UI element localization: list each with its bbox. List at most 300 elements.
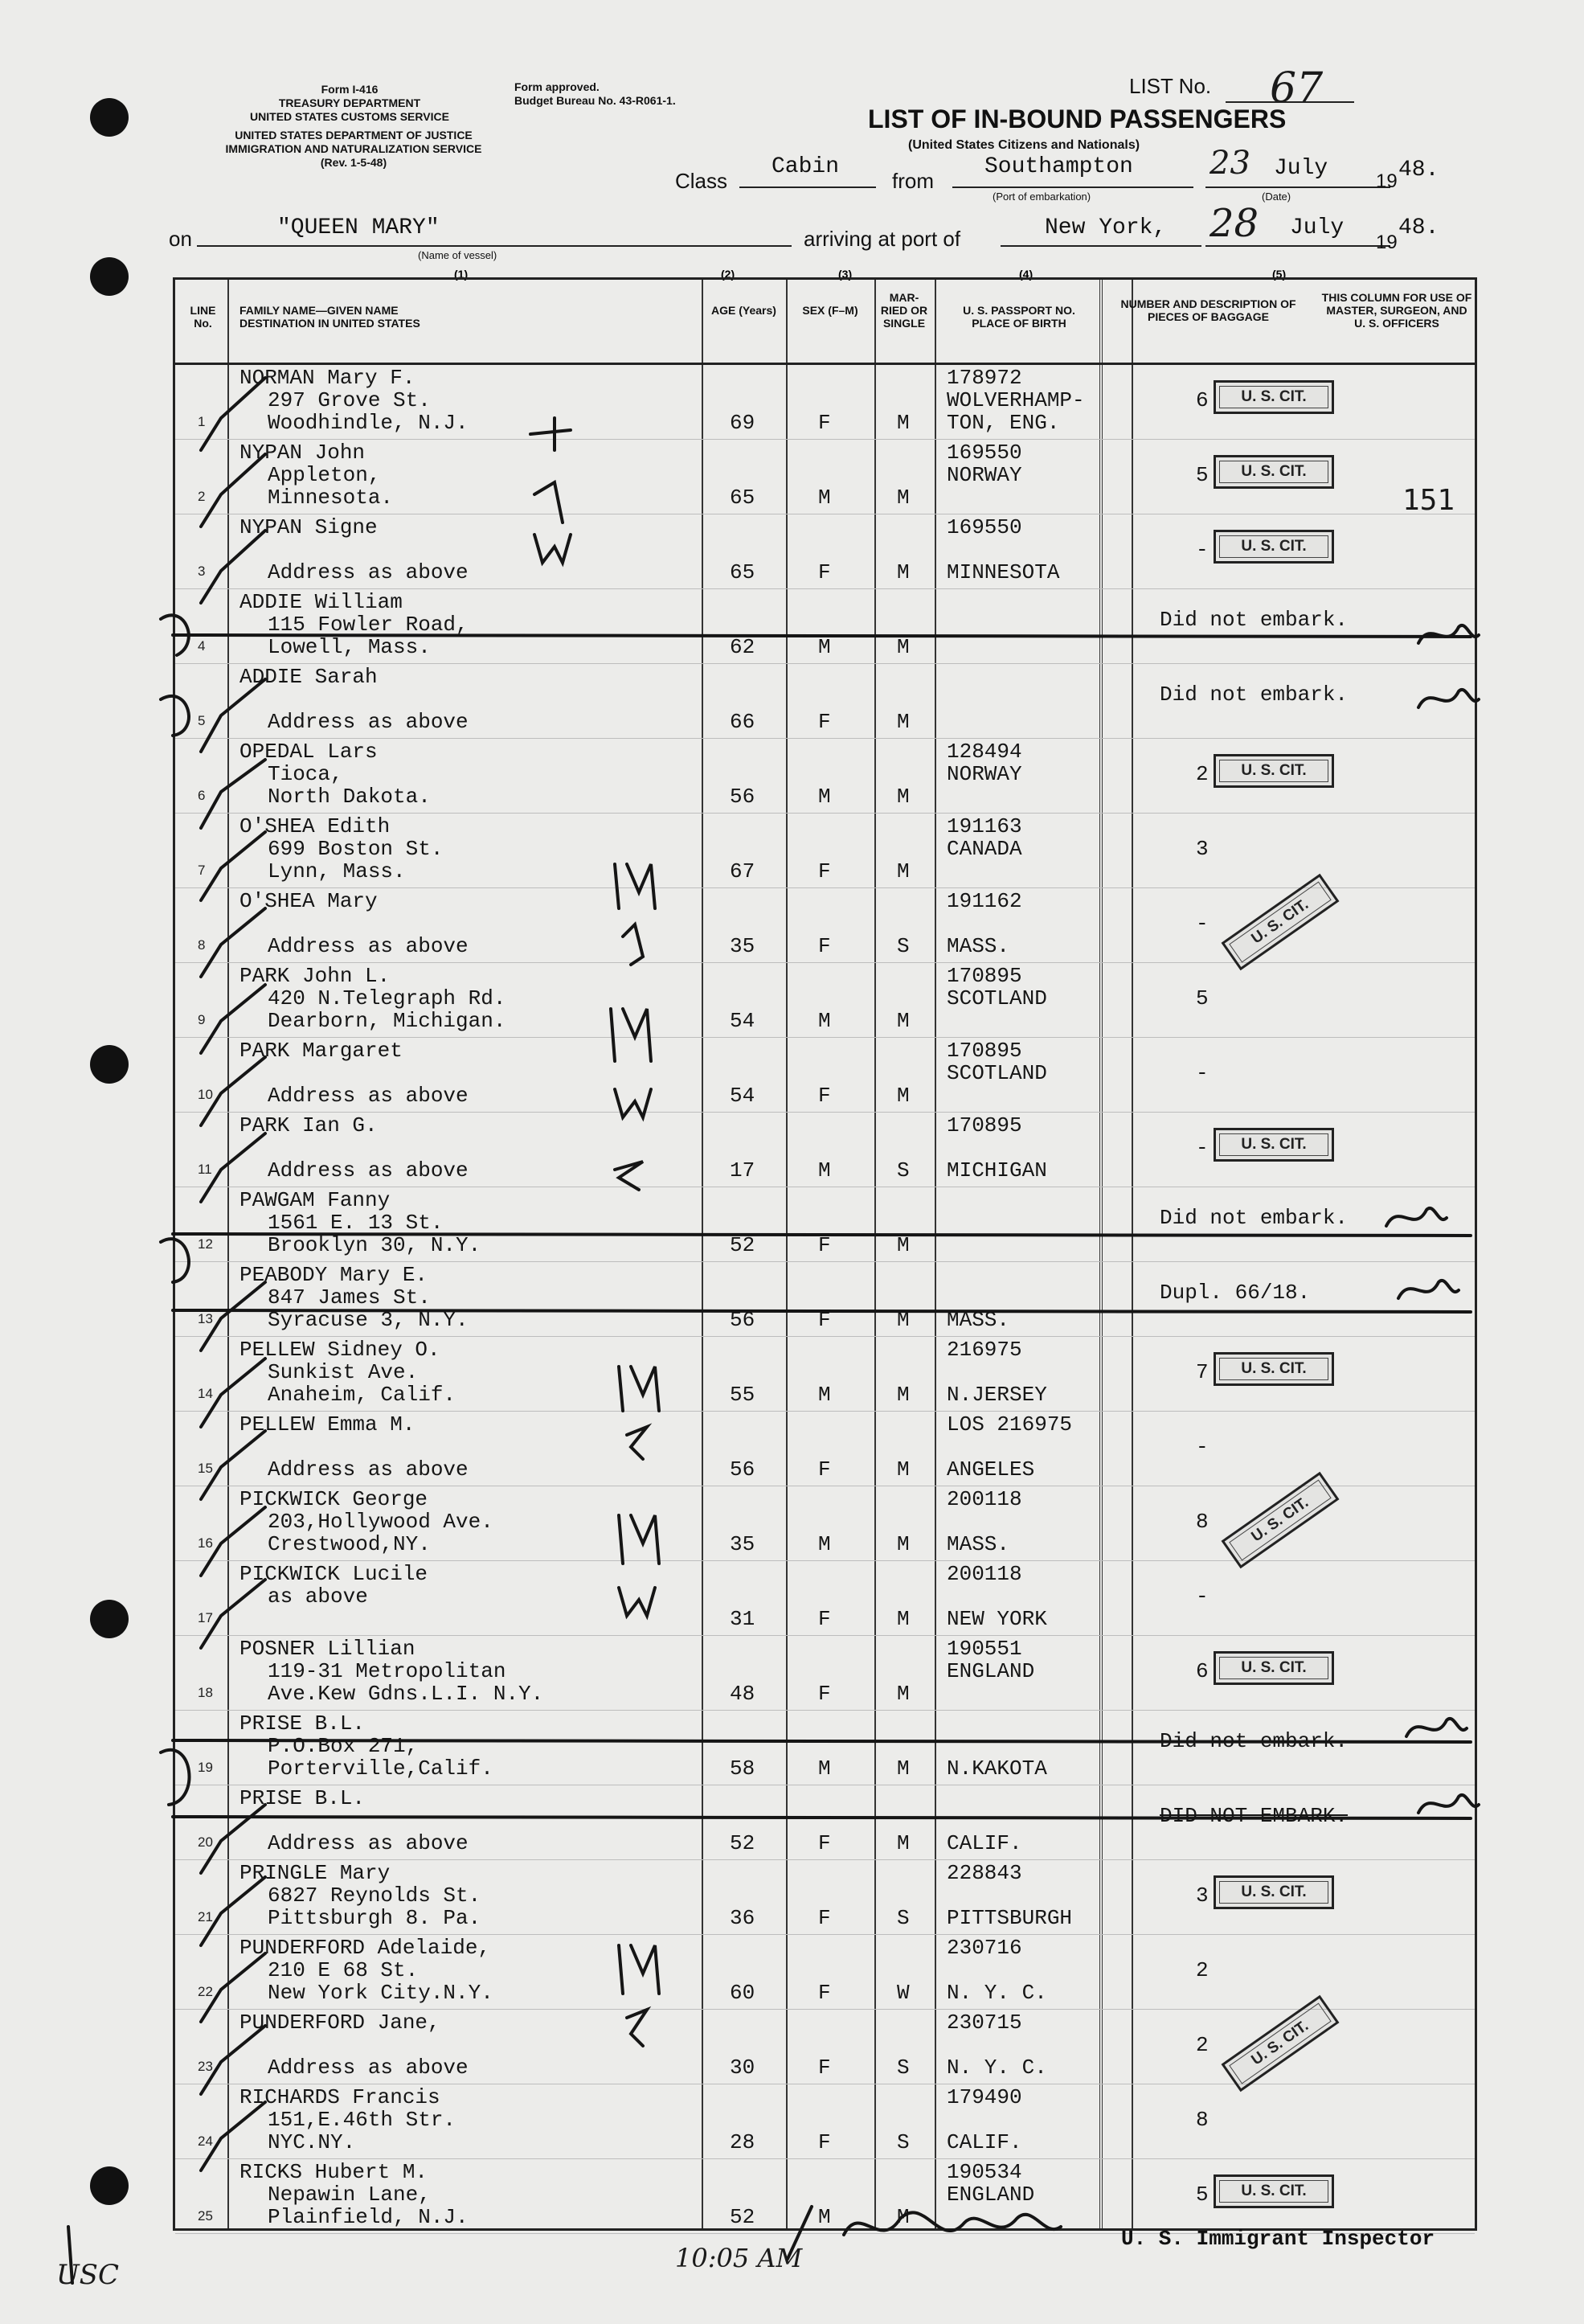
address-line-2: NYC.NY.: [268, 2130, 356, 2154]
sex: F: [818, 1981, 831, 2005]
birthplace-line-2: N.KAKOTA: [947, 1756, 1047, 1781]
officer-remark: Dupl. 66/18.: [1160, 1281, 1311, 1305]
list-no-label: LIST No.: [1129, 74, 1212, 98]
doj-name: UNITED STATES DEPARTMENT OF JUSTICE: [235, 129, 473, 141]
address-line-2: Pittsburgh 8. Pa.: [268, 1906, 481, 1930]
marital-status: M: [897, 2205, 910, 2229]
us-citizen-stamp: [1214, 754, 1334, 788]
treasury-dept: TREASURY DEPARTMENT: [278, 96, 421, 109]
sex: F: [818, 1308, 831, 1332]
birthplace-line-2: MASS.: [947, 934, 1010, 958]
line-number: 6: [198, 788, 206, 803]
col-header-baggage: NUMBER AND DESCRIPTION OF PIECES OF BAGGAGE: [1120, 297, 1296, 323]
col-number-3: (3): [838, 268, 853, 281]
doj-block: [165, 129, 542, 170]
form-approval: [514, 80, 747, 108]
stamp-text: U. S. CIT.: [1241, 1360, 1307, 1377]
arrival-port: New York,: [1045, 215, 1167, 240]
age: 54: [730, 1084, 755, 1108]
officer-remark: Did not embark.: [1160, 1206, 1349, 1230]
birthplace-line-2: NEW YORK: [947, 1607, 1047, 1631]
punch-hole: [90, 2166, 129, 2205]
address-line-1: 203,Hollywood Ave.: [268, 1510, 493, 1534]
birthplace: NORWAY: [947, 762, 1022, 786]
birthplace-line-2: ANGELES: [947, 1457, 1035, 1482]
birthplace-line-2: CALIF.: [947, 2130, 1022, 2154]
passport-number: 230715: [947, 2010, 1022, 2035]
stamp-text: U. S. CIT.: [1241, 1883, 1307, 1900]
line-number: 22: [198, 1984, 213, 1999]
address-line-2: Crestwood,NY.: [268, 1532, 431, 1556]
approval-line-2: Budget Bureau No. 43-R061-1.: [514, 94, 676, 107]
table-row: [175, 514, 1475, 589]
passenger-name: PRISE B.L.: [239, 1786, 366, 1810]
officer-remark: Did not embark.: [1160, 682, 1349, 707]
sex: M: [818, 1009, 831, 1033]
marital-status: M: [897, 635, 910, 659]
passport-number: 190534: [947, 2160, 1022, 2184]
officer-remark: Did not embark.: [1160, 1729, 1349, 1753]
address-line-1: 847 James St.: [268, 1285, 431, 1310]
from-value: Southampton: [984, 154, 1133, 179]
marital-status: M: [897, 1756, 910, 1781]
marital-status: S: [897, 2056, 910, 2080]
birthplace-line-2: N. Y. C.: [947, 2056, 1047, 2080]
age: 28: [730, 2130, 755, 2154]
table-row: [175, 1336, 1475, 1412]
embark-year-prefix: 19: [1376, 170, 1398, 192]
age: 17: [730, 1158, 755, 1182]
page-subtitle: (United States Citizens and Nationals): [908, 138, 1140, 152]
sex: F: [818, 1682, 831, 1706]
time-stamp: 10:05 AM: [675, 2243, 803, 2273]
line-number: 23: [198, 2059, 213, 2074]
birthplace-line-2: N. Y. C.: [947, 1981, 1047, 2005]
age: 52: [730, 1831, 755, 1855]
passenger-name: POSNER Lillian: [239, 1637, 415, 1661]
col-header-age: AGE (Years): [711, 304, 776, 317]
address-line-2: Address as above: [268, 1084, 469, 1108]
passenger-name: PUNDERFORD Adelaide,: [239, 1936, 491, 1960]
col-number-5: (5): [1272, 268, 1287, 281]
sex: F: [818, 1607, 831, 1631]
col-header-officers: THIS COLUMN FOR USE OF MASTER, SURGEON, AND U. S. OFFICERS: [1321, 291, 1472, 330]
table-row: [175, 1635, 1475, 1711]
address-line-2: Brooklyn 30, N.Y.: [268, 1233, 481, 1257]
address-line-2: Address as above: [268, 1831, 469, 1855]
col-header-sex: SEX (F–M): [802, 304, 858, 317]
line-number: 10: [198, 1087, 213, 1102]
age: 48: [730, 1682, 755, 1706]
baggage-count: -: [1196, 1584, 1209, 1609]
passenger-name: NYPAN Signe: [239, 515, 378, 539]
us-citizen-stamp: [1214, 380, 1334, 414]
baggage-count: -: [1196, 538, 1209, 562]
address-line-2: Address as above: [268, 560, 469, 584]
age: 52: [730, 2205, 755, 2229]
age: 66: [730, 710, 755, 734]
baggage-count: 5: [1196, 2183, 1209, 2207]
embark-day: 23: [1209, 145, 1250, 182]
passenger-name: NORMAN Mary F.: [239, 366, 415, 390]
page-title: LIST OF IN-BOUND PASSENGERS: [868, 105, 1287, 133]
address-line-1: 115 Fowler Road,: [268, 613, 469, 637]
passport-number: LOS 216975: [947, 1412, 1073, 1437]
passenger-name: O'SHEA Edith: [239, 814, 391, 838]
address-line-1: 119-31 Metropolitan: [268, 1659, 506, 1683]
line-number: 21: [198, 1909, 213, 1924]
age: 56: [730, 785, 755, 809]
col-header-family-name: FAMILY NAME—GIVEN NAME DESTINATION IN UNITED STATES: [239, 304, 420, 330]
marital-status: M: [897, 486, 910, 510]
vessel-caption: (Name of vessel): [418, 249, 497, 261]
address-line-2: New York City.N.Y.: [268, 1981, 493, 2005]
table-row: [175, 364, 1475, 440]
us-citizen-stamp: [1214, 530, 1334, 564]
sex: F: [818, 2056, 831, 2080]
passenger-name: PARK John L.: [239, 964, 391, 988]
passenger-table: [173, 277, 1477, 2231]
sex: F: [818, 411, 831, 435]
stamp-text: U. S. CIT.: [1241, 538, 1307, 555]
sex: F: [818, 1457, 831, 1482]
address-line-2: North Dakota.: [268, 785, 431, 809]
stamp-text: U. S. CIT.: [1241, 1659, 1307, 1676]
address-line-1: Sunkist Ave.: [268, 1360, 419, 1384]
col-number-1: (1): [454, 268, 469, 281]
age: 56: [730, 1457, 755, 1482]
passenger-name: PUNDERFORD Jane,: [239, 2010, 440, 2035]
punch-hole: [90, 98, 129, 137]
line-number: 16: [198, 1535, 213, 1551]
us-citizen-stamp: [1222, 1472, 1340, 1568]
sex: F: [818, 560, 831, 584]
passenger-name: PICKWICK Lucile: [239, 1562, 428, 1586]
marital-status: M: [897, 1607, 910, 1631]
customs-service: UNITED STATES CUSTOMS SERVICE: [250, 110, 449, 123]
line-number: 25: [198, 2208, 213, 2224]
ins-name: IMMIGRATION AND NATURALIZATION SERVICE: [225, 142, 482, 155]
marital-status: S: [897, 1158, 910, 1182]
sex: F: [818, 1084, 831, 1108]
us-citizen-stamp: [1214, 1128, 1334, 1162]
passenger-name: PICKWICK George: [239, 1487, 428, 1511]
birthplace-line-2: MASS.: [947, 1532, 1010, 1556]
address-line-1: P.O.Box 271,: [268, 1734, 419, 1758]
baggage-count: 5: [1196, 463, 1209, 487]
table-row: [175, 1710, 1475, 1785]
address-line-2: Anaheim, Calif.: [268, 1383, 456, 1407]
passenger-name: RICHARDS Francis: [239, 2085, 440, 2109]
passport-number: 191163: [947, 814, 1022, 838]
arrival-month: July: [1290, 215, 1345, 240]
table-row: [175, 1486, 1475, 1561]
age: 54: [730, 1009, 755, 1033]
table-row: [175, 1785, 1475, 1860]
passport-number: 200118: [947, 1487, 1022, 1511]
age: 35: [730, 934, 755, 958]
passport-number: 178972: [947, 366, 1022, 390]
passport-number: 190551: [947, 1637, 1022, 1661]
passenger-name: ADDIE Sarah: [239, 665, 378, 689]
address-line-1: as above: [268, 1584, 368, 1609]
birthplace: CANADA: [947, 837, 1022, 861]
sex: M: [818, 486, 831, 510]
baggage-count: 2: [1196, 762, 1209, 786]
address-line-2: Plainfield, N.J.: [268, 2205, 469, 2229]
baggage-count: 6: [1196, 1659, 1209, 1683]
age: 65: [730, 486, 755, 510]
baggage-count: 2: [1196, 2033, 1209, 2057]
passenger-name: OPEDAL Lars: [239, 740, 378, 764]
birthplace: NORWAY: [947, 463, 1022, 487]
us-citizen-stamp: [1214, 1651, 1334, 1685]
arrival-year-suffix: 48.: [1398, 215, 1439, 240]
address-line-1: 210 E 68 St.: [268, 1958, 419, 1982]
address-line-1: 6827 Reynolds St.: [268, 1883, 481, 1908]
birthplace-line-2: MINNESOTA: [947, 560, 1060, 584]
address-line-2: Address as above: [268, 710, 469, 734]
passenger-name: O'SHEA Mary: [239, 889, 378, 913]
marital-status: M: [897, 1009, 910, 1033]
passport-number: 230716: [947, 1936, 1022, 1960]
age: 36: [730, 1906, 755, 1930]
passport-number: 191162: [947, 889, 1022, 913]
passport-number: 169550: [947, 515, 1022, 539]
table-row: [175, 663, 1475, 739]
passport-number: 179490: [947, 2085, 1022, 2109]
embark-month: July: [1274, 156, 1328, 181]
birthplace-line-2: TON, ENG.: [947, 411, 1060, 435]
address-line-2: Syracuse 3, N.Y.: [268, 1308, 469, 1332]
punch-hole: [90, 1045, 129, 1084]
address-line-2: Address as above: [268, 934, 469, 958]
address-line-2: Address as above: [268, 1457, 469, 1482]
baggage-count: 6: [1196, 388, 1209, 412]
stamp-text: U. S. CIT.: [1241, 762, 1307, 779]
us-citizen-stamp: [1214, 455, 1334, 489]
table-row: [175, 1112, 1475, 1187]
form-number: Form I-416: [321, 83, 379, 96]
baggage-count: -: [1196, 1136, 1209, 1160]
line-number: 17: [198, 1610, 213, 1625]
margin-number: 151: [1402, 484, 1455, 517]
embark-year-suffix: 48.: [1398, 158, 1439, 182]
marital-status: M: [897, 710, 910, 734]
col-number-2: (2): [721, 268, 735, 281]
table-row: [175, 1859, 1475, 1935]
marital-status: S: [897, 934, 910, 958]
address-line-2: Lowell, Mass.: [268, 635, 431, 659]
table-row: [175, 1411, 1475, 1486]
address-line-1: 297 Grove St.: [268, 388, 431, 412]
line-number: 3: [198, 564, 206, 579]
address-line-2: Ave.Kew Gdns.L.I. N.Y.: [268, 1682, 544, 1706]
sex: F: [818, 1233, 831, 1257]
us-citizen-stamp: [1222, 1995, 1340, 2092]
birthplace: WOLVERHAMP-: [947, 388, 1085, 412]
baggage-count: 8: [1196, 1510, 1209, 1534]
passenger-name: NYPAN John: [239, 441, 366, 465]
class-label: Class: [675, 169, 728, 193]
address-line-2: Lynn, Mass.: [268, 859, 406, 883]
us-citizen-stamp: [1222, 874, 1340, 970]
baggage-count: -: [1196, 1061, 1209, 1085]
address-line-2: Address as above: [268, 1158, 469, 1182]
line-number: 5: [198, 713, 206, 728]
passenger-name: PEABODY Mary E.: [239, 1263, 428, 1287]
sex: F: [818, 934, 831, 958]
col-header-line-no: LINE No.: [190, 304, 216, 330]
form-agency-block: [217, 83, 482, 124]
passport-number: 170895: [947, 1113, 1022, 1137]
sex: M: [818, 1158, 831, 1182]
table-row: [175, 2158, 1475, 2234]
passenger-name: PRINGLE Mary: [239, 1861, 391, 1885]
inspector-label: U. S. Immigrant Inspector: [1121, 2227, 1435, 2251]
birthplace-line-2: CALIF.: [947, 1831, 1022, 1855]
baggage-count: 8: [1196, 2108, 1209, 2132]
class-value: Cabin: [772, 154, 840, 179]
age: 69: [730, 411, 755, 435]
marital-status: M: [897, 1084, 910, 1108]
age: 35: [730, 1532, 755, 1556]
marital-status: S: [897, 1906, 910, 1930]
stamp-text: U. S. CIT.: [1248, 2017, 1312, 2069]
address-line-2: Minnesota.: [268, 486, 394, 510]
margin-note: USC: [56, 2259, 119, 2291]
marital-status: M: [897, 560, 910, 584]
birthplace: SCOTLAND: [947, 986, 1047, 1010]
line-number: 13: [198, 1311, 213, 1326]
passport-number: 216975: [947, 1338, 1022, 1362]
marital-status: M: [897, 1831, 910, 1855]
stamp-text: U. S. CIT.: [1241, 388, 1307, 405]
passenger-name: PARK Ian G.: [239, 1113, 378, 1137]
birthplace: ENGLAND: [947, 2183, 1035, 2207]
table-row: [175, 2009, 1475, 2084]
line-number: 2: [198, 489, 206, 504]
sex: M: [818, 1383, 831, 1407]
sex: M: [818, 1532, 831, 1556]
marital-status: M: [897, 1532, 910, 1556]
sex: F: [818, 710, 831, 734]
passenger-name: PARK Margaret: [239, 1039, 403, 1063]
table-row: [175, 1560, 1475, 1636]
line-number: 9: [198, 1012, 206, 1027]
table-row: [175, 1261, 1475, 1337]
line-number: 1: [198, 414, 206, 429]
baggage-count: 3: [1196, 1883, 1209, 1908]
birthplace-line-2: PITTSBURGH: [947, 1906, 1073, 1930]
marital-status: M: [897, 785, 910, 809]
line-number: 24: [198, 2133, 213, 2149]
arrival-day: 28: [1209, 201, 1259, 246]
table-row: [175, 439, 1475, 514]
us-citizen-stamp: [1214, 2174, 1334, 2208]
marital-status: M: [897, 411, 910, 435]
punch-hole: [90, 1600, 129, 1638]
marital-status: M: [897, 1682, 910, 1706]
line-number: 19: [198, 1760, 213, 1775]
table-row: [175, 588, 1475, 664]
baggage-count: 2: [1196, 1958, 1209, 1982]
table-row: [175, 1187, 1475, 1262]
birthplace-line-2: MASS.: [947, 1308, 1010, 1332]
stamp-text: U. S. CIT.: [1241, 1136, 1307, 1153]
table-row: [175, 1934, 1475, 2010]
table-row: [175, 1037, 1475, 1113]
age: 65: [730, 560, 755, 584]
arriving-label: arriving at port of: [804, 227, 961, 251]
approval-line-1: Form approved.: [514, 80, 600, 93]
passport-number: 228843: [947, 1861, 1022, 1885]
birthplace-line-2: N.JERSEY: [947, 1383, 1047, 1407]
address-line-1: Appleton,: [268, 463, 381, 487]
address-line-2: Woodhindle, N.J.: [268, 411, 469, 435]
line-number: 15: [198, 1461, 213, 1476]
marital-status: M: [897, 1233, 910, 1257]
on-label: on: [169, 227, 192, 251]
line-number: 14: [198, 1386, 213, 1401]
sex: M: [818, 635, 831, 659]
vessel-name: "QUEEN MARY": [277, 215, 440, 240]
date-caption: (Date): [1262, 191, 1291, 203]
passenger-name: PELLEW Emma M.: [239, 1412, 415, 1437]
passport-number: 200118: [947, 1562, 1022, 1586]
line-number: 20: [198, 1834, 213, 1850]
line-number: 7: [198, 863, 206, 878]
line-number: 4: [198, 638, 206, 654]
revision: (Rev. 1-5-48): [320, 156, 387, 169]
passport-number: 170895: [947, 964, 1022, 988]
marital-status: M: [897, 1308, 910, 1332]
passenger-name: PAWGAM Fanny: [239, 1188, 391, 1212]
birthplace-line-2: MICHIGAN: [947, 1158, 1047, 1182]
marital-status: M: [897, 1457, 910, 1482]
age: 55: [730, 1383, 755, 1407]
address-line-2: Porterville,Calif.: [268, 1756, 493, 1781]
sex: M: [818, 785, 831, 809]
stamp-text: U. S. CIT.: [1248, 1494, 1312, 1546]
age: 67: [730, 859, 755, 883]
table-row: [175, 738, 1475, 814]
passport-number: 170895: [947, 1039, 1022, 1063]
marital-status: M: [897, 859, 910, 883]
address-line-1: 151,E.46th Str.: [268, 2108, 456, 2132]
officer-remark: DID NOT EMBARK.: [1160, 1804, 1349, 1828]
port-embark-caption: (Port of embarkation): [993, 191, 1091, 203]
passport-number: 128494: [947, 740, 1022, 764]
address-line-2: Address as above: [268, 2056, 469, 2080]
baggage-count: 5: [1196, 986, 1209, 1010]
table-row: [175, 887, 1475, 963]
passenger-name: PRISE B.L.: [239, 1711, 366, 1736]
us-citizen-stamp: [1214, 1875, 1334, 1909]
baggage-count: -: [1196, 912, 1209, 936]
line-number: 18: [198, 1685, 213, 1700]
stamp-text: U. S. CIT.: [1241, 463, 1307, 480]
col-header-married: MAR- RIED OR SINGLE: [880, 291, 928, 330]
address-line-1: 420 N.Telegraph Rd.: [268, 986, 506, 1010]
list-no-value: 67: [1270, 64, 1324, 113]
address-line-2: Dearborn, Michigan.: [268, 1009, 506, 1033]
marital-status: M: [897, 1383, 910, 1407]
officer-remark: Did not embark.: [1160, 608, 1349, 632]
age: 58: [730, 1756, 755, 1781]
age: 31: [730, 1607, 755, 1631]
baggage-count: 3: [1196, 837, 1209, 861]
